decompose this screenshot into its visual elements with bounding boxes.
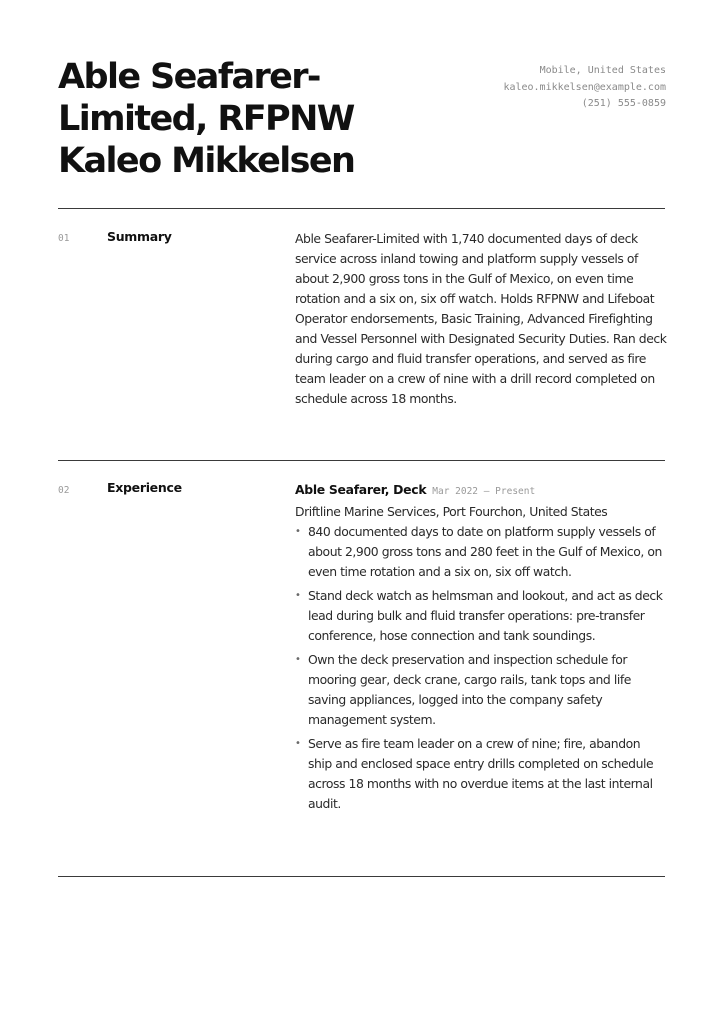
contact-block — [503, 63, 666, 113]
bullet-dot-icon: • — [295, 526, 301, 537]
divider-bottom — [58, 876, 665, 877]
bullet-dot-icon: • — [295, 590, 301, 601]
contact-phone[interactable]: (251) 555-0859 — [581, 98, 666, 109]
job-header — [295, 480, 667, 502]
experience-number: 02 — [58, 485, 70, 496]
job-bullet — [295, 734, 667, 814]
job-bullet-text: Serve as fire team leader on a crew of nine; fire, abandon ship and enclosed space entry drills completed on schedule across 18 months with no overdue items at the last internal audit. — [308, 736, 654, 811]
job-bullet-text: 840 documented days to date on platform supply vessels of about 2,900 gross tons and 280 feet in the Gulf of Mexico, on even time rotation and a six on, six off watch. — [308, 524, 662, 579]
job-company: Driftline Marine Services, Port Fourchon, United States — [295, 504, 608, 519]
job-bullet-text: Own the deck preservation and inspection schedule for mooring gear, deck crane, cargo rails, tank tops and life saving appliances, logged into the company safety management system. — [308, 652, 631, 727]
contact-location: Mobile, United States — [539, 65, 666, 76]
bullet-dot-icon: • — [295, 654, 301, 665]
job-bullets — [295, 522, 667, 814]
candidate-name — [58, 56, 438, 182]
name-line-1: Able Seafarer- — [58, 57, 320, 97]
contact-email[interactable]: kaleo.mikkelsen@example.com — [503, 81, 666, 93]
job-bullet-text: Stand deck watch as helmsman and lookout, and act as deck lead during bulk and fluid transfer operations: pre-transfer conference, hose connection and tank soundings. — [308, 588, 663, 643]
job-bullet — [295, 650, 667, 730]
job-dates: Mar 2022 – Present — [432, 486, 536, 497]
bullet-dot-icon: • — [295, 738, 301, 749]
experience-entry — [295, 480, 667, 818]
job-title: Able Seafarer, Deck — [295, 482, 427, 497]
divider-top — [58, 208, 665, 209]
experience-heading: Experience — [107, 480, 182, 495]
job-bullet — [295, 522, 667, 582]
job-bullet — [295, 586, 667, 646]
summary-heading: Summary — [107, 229, 172, 244]
summary-number: 01 — [58, 233, 70, 244]
name-line-2: Limited, RFPNW — [58, 99, 354, 139]
divider-middle — [58, 460, 665, 461]
name-line-3: Kaleo Mikkelsen — [58, 141, 355, 181]
summary-text: Able Seafarer-Limited with 1,740 documented days of deck service across inland towing and platform supply vessels of about 2,900 gross tons in the Gulf of Mexico, on even time rotation and a six on, six off watch. Holds RFPNW and Lifeboat Operator endorsements, Basic Training, Advanced Firefighting and Vessel Personnel with Designated Security Duties. Ran deck during cargo and fluid transfer operations, and served as fire team leader on a crew of nine with a drill record completed on schedule across 18 months. — [295, 231, 667, 406]
